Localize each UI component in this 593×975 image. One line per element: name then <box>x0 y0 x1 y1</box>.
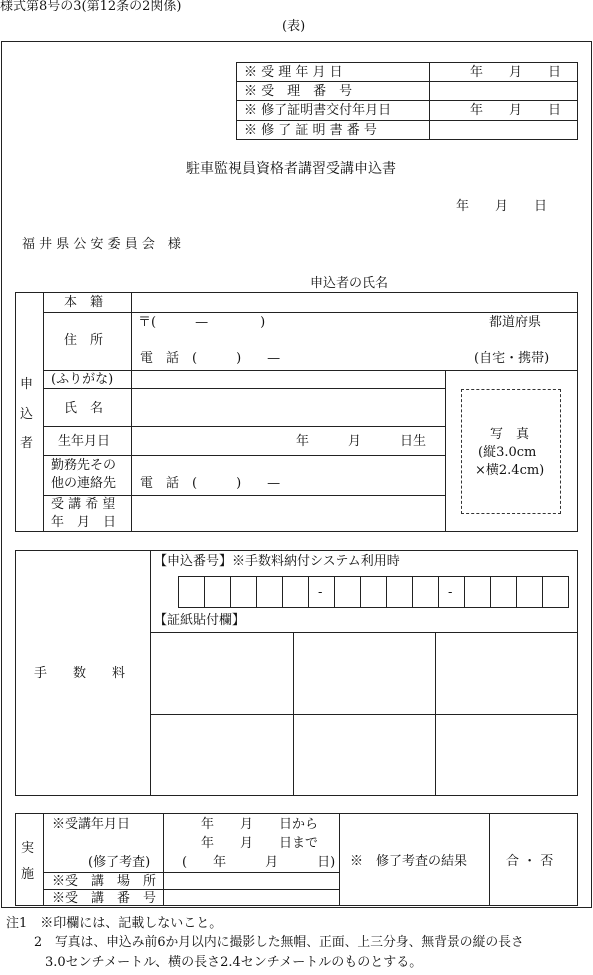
app-number-digit-9[interactable] <box>412 576 439 608</box>
furigana-field[interactable] <box>132 371 444 387</box>
application-number-label: 【申込番号】※手数料納付システム利用時 <box>154 554 400 569</box>
app-number-dash-1: - <box>318 585 323 600</box>
application-date[interactable]: 年 月 日 <box>456 199 548 214</box>
office-cert-date-value[interactable]: 年 月 日 <box>470 103 562 118</box>
course-date-label: ※受講年月日 <box>52 817 131 832</box>
office-cert-date-label: ※ 修了証明書交付年月日 <box>244 103 392 118</box>
stamp-area-label: 【証紙貼付欄】 <box>154 613 246 628</box>
office-received-date-label: ※ 受 理 年 月 日 <box>244 65 343 80</box>
stamp-slot-6[interactable] <box>436 715 577 795</box>
app-number-digit-11[interactable] <box>490 576 517 608</box>
app-number-digit-8[interactable] <box>386 576 413 608</box>
applicant-group-label-2: 込 <box>20 407 34 422</box>
furigana-label: (ふりがな) <box>51 372 114 387</box>
phone-field[interactable]: 電 話 ( ) — <box>140 351 281 366</box>
postal-code-field[interactable]: 〒( — ) <box>138 315 266 330</box>
exam-result-value[interactable]: 合 ・ 否 <box>506 854 554 869</box>
app-number-digit-4[interactable] <box>256 576 283 608</box>
birthdate-label: 生年月日 <box>58 434 111 449</box>
stamp-slot-3[interactable] <box>436 633 577 713</box>
note-2-line-1: 2 写真は、申込み前6か月以内に撮影した無帽、正面、上三分身、無背景の縦の長さ <box>34 935 524 950</box>
implementation-label-1: 実 <box>21 841 35 856</box>
phone-note: (自宅・携帯) <box>474 351 550 366</box>
applicant-name-label: 申込者の氏名 <box>310 276 389 291</box>
app-number-digit-2[interactable] <box>204 576 231 608</box>
course-number-field[interactable] <box>164 890 338 905</box>
course-date-from[interactable]: 年 月 日から <box>201 817 319 832</box>
note-2-line-2: 3.0センチメートル、横の長さ2.4センチメートルのものとする。 <box>45 955 423 970</box>
applicant-group-label-1: 申 <box>20 377 34 392</box>
desired-date-label-2: 年 月 日 <box>51 515 117 530</box>
exam-result-label: ※ 修了考査の結果 <box>350 854 468 869</box>
name-field[interactable] <box>132 389 444 425</box>
app-number-digit-6[interactable] <box>334 576 361 608</box>
app-number-digit-7[interactable] <box>360 576 387 608</box>
photo-size-height: (縦3.0cm <box>478 445 537 460</box>
implementation-label-2: 施 <box>21 867 35 882</box>
honseki-label: 本 籍 <box>64 295 104 310</box>
app-number-digit-13[interactable] <box>542 576 569 608</box>
photo-label: 写 真 <box>490 427 530 442</box>
app-number-digit-5[interactable] <box>282 576 309 608</box>
stamp-slot-4[interactable] <box>151 715 292 795</box>
office-received-date-value[interactable]: 年 月 日 <box>470 65 562 80</box>
office-cert-number-label: ※ 修 了 証 明 書 番 号 <box>244 123 377 138</box>
course-number-label: ※受 講 番 号 <box>52 891 157 906</box>
prefecture-label: 都道府県 <box>489 315 542 330</box>
desired-date-field[interactable] <box>132 496 444 531</box>
app-number-separator-2 <box>438 576 465 608</box>
course-place-label: ※受 講 場 所 <box>52 874 157 889</box>
form-number: 様式第8号の3(第12条の2関係) <box>0 0 182 14</box>
photo-size-width: ×横2.4cm) <box>475 463 545 478</box>
addressee: 福 井 県 公 安 委 員 会 様 <box>22 237 181 252</box>
app-number-dash-2: - <box>448 585 453 600</box>
course-place-field[interactable] <box>164 873 338 888</box>
app-number-digit-3[interactable] <box>230 576 257 608</box>
fee-label: 手 数 料 <box>34 666 126 681</box>
work-contact-label-2: 他の連絡先 <box>51 476 117 491</box>
birthdate-field[interactable]: 年 月 日生 <box>296 434 427 449</box>
form-title: 駐車監視員資格者講習受講申込書 <box>186 161 396 177</box>
desired-date-label-1: 受 講 希 望 <box>51 497 116 512</box>
stamp-slot-1[interactable] <box>151 633 292 713</box>
app-number-separator-1 <box>308 576 335 608</box>
stamp-slot-5[interactable] <box>294 715 434 795</box>
app-number-digit-1[interactable] <box>178 576 205 608</box>
side-label: (表) <box>282 19 306 34</box>
office-received-number-label: ※ 受 理 番 号 <box>244 84 353 99</box>
app-number-digit-10[interactable] <box>464 576 491 608</box>
exam-label: (修了考査) <box>88 855 151 870</box>
work-contact-label-1: 勤務先その <box>51 458 117 473</box>
exam-date[interactable]: ( 年 月 日) <box>182 855 336 870</box>
name-label: 氏 名 <box>64 401 104 416</box>
applicant-group-label-3: 者 <box>20 436 34 451</box>
work-phone-field[interactable]: 電 話 ( ) — <box>140 476 281 491</box>
note-1: 注1 ※印欄には、記載しないこと。 <box>6 916 223 931</box>
app-number-digit-12[interactable] <box>516 576 543 608</box>
address-label: 住 所 <box>64 333 104 348</box>
honseki-field[interactable] <box>132 293 577 311</box>
course-date-to[interactable]: 年 月 日まで <box>201 836 319 851</box>
stamp-slot-2[interactable] <box>294 633 434 713</box>
